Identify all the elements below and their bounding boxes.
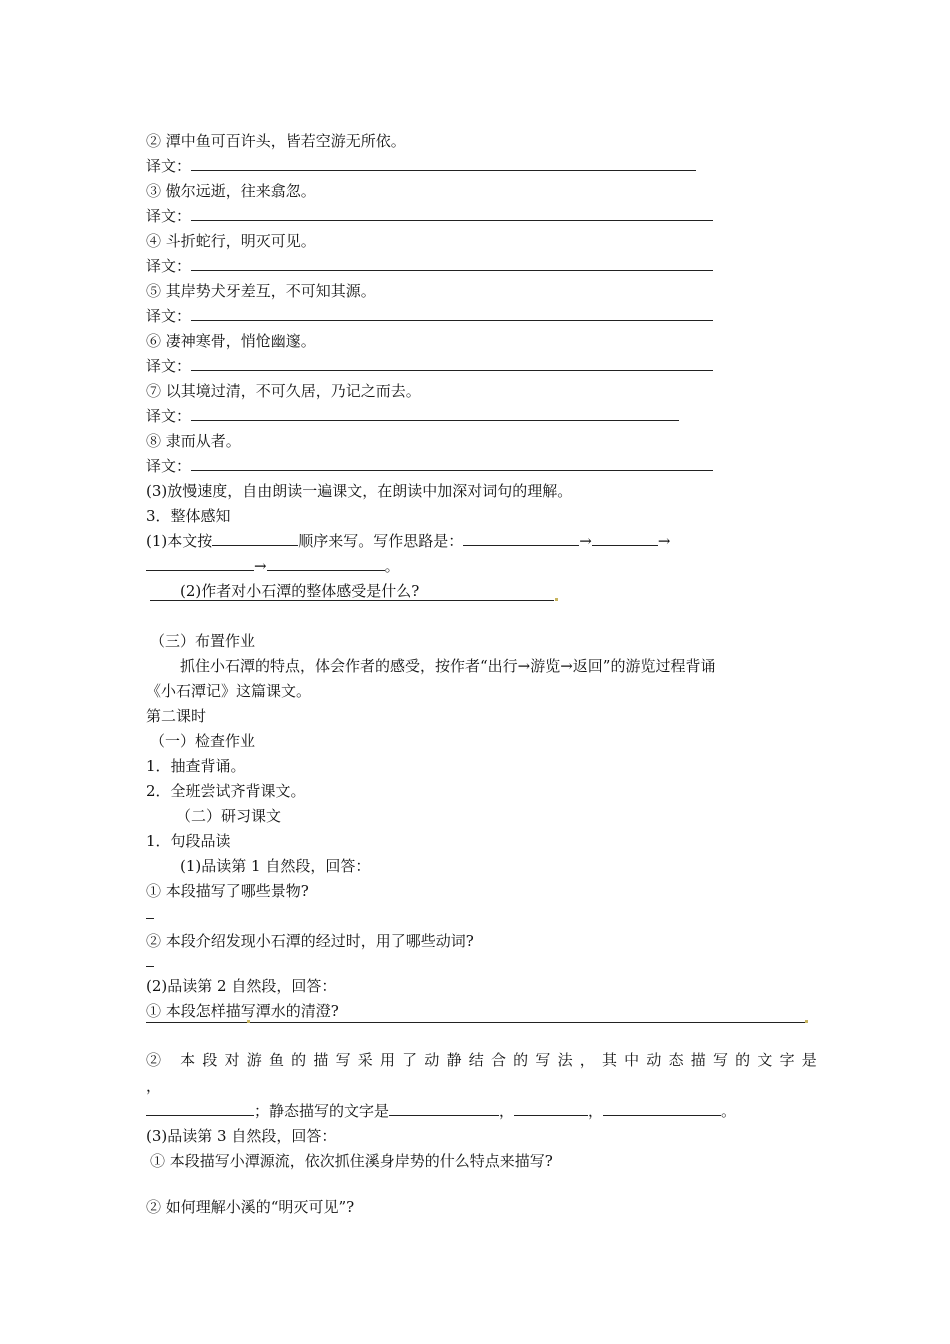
translation-label: 译文： [146,357,192,375]
translation-row-7 [146,406,679,426]
para3-question-2: ② 如何理解小溪的“明灭可见”? [146,1198,355,1216]
translation-blank-4[interactable] [191,256,713,271]
para3-question-1: ① 本段描写小潭源流，依次抓住溪身岸势的什么特点来描写? [150,1152,553,1170]
period: 。 [721,1102,737,1120]
sentence-3: ③ 傲尔远逝，往来翕忽。 [146,182,316,200]
order-blank[interactable] [212,531,298,546]
translation-label: 译文： [146,407,192,425]
para2-question-2: ② 本段对游鱼的描写采用了动静结合的写法，其中动态描写的文字是 [146,1051,824,1069]
static-blank-2[interactable] [514,1101,588,1116]
idea-blank-3[interactable] [146,556,254,571]
check-item-2: 2．全班尝试齐背课文。 [146,782,306,800]
comma: ， [588,1102,604,1120]
translation-label: 译文： [146,457,192,475]
overall-q2: (2)作者对小石潭的整体感受是什么? [180,582,420,600]
translation-row-3 [146,206,713,226]
period: 。 [384,557,400,575]
translation-blank-6[interactable] [191,356,713,371]
static-label: ；静态描写的文字是 [254,1102,390,1120]
dynamic-text-blank[interactable] [146,1101,254,1116]
translation-blank-3[interactable] [191,206,713,221]
para2-question-1: ① 本段怎样描写潭水的清澄? [146,1002,339,1020]
study-heading: （二）研习课文 [176,807,282,825]
sentence-5: ⑤ 其岸势犬牙差互，不可知其源。 [146,282,376,300]
translation-blank-5[interactable] [191,306,713,321]
idea-blank-2[interactable] [592,531,658,546]
sentence-8: ⑧ 隶而从者。 [146,432,241,450]
para3-prompt: (3)品读第 3 自然段，回答： [146,1127,337,1145]
translation-row-4 [146,256,713,276]
q1-prefix: (1)本文按 [146,532,213,550]
marker-dot [555,598,558,601]
translation-blank-7[interactable] [191,406,679,421]
comma: ， [499,1102,515,1120]
arrow: → [579,532,592,550]
q1-mid: 顺序来写。写作思路是： [298,532,464,550]
para1-q1-answer-mark[interactable] [146,918,154,919]
translation-row-8 [146,456,713,476]
sentence-6: ⑥ 凄神寒骨，悄怆幽邃。 [146,332,316,350]
para1-q2-answer-mark[interactable] [146,966,154,967]
para2-prompt: (2)品读第 2 自然段，回答： [146,977,337,995]
idea-blank-1[interactable] [463,531,579,546]
sentence-2: ② 潭中鱼可百许头，皆若空游无所依。 [146,132,406,150]
translation-row-5 [146,306,713,326]
translation-label: 译文： [146,157,192,175]
overall-q1 [146,531,670,551]
homework-text-2: 《小石潭记》这篇课文。 [146,682,312,700]
translation-blank-8[interactable] [191,456,713,471]
translation-row-2 [146,156,696,176]
para1-question-1: ① 本段描写了哪些景物? [146,882,309,900]
overall-q1-cont [146,556,400,576]
translation-label: 译文： [146,257,192,275]
overall-heading: 3．整体感知 [146,507,231,525]
translation-label: 译文： [146,307,192,325]
idea-blank-4[interactable] [267,556,385,571]
homework-text-1: 抓住小石潭的特点，体会作者的感受，按作者“出行→游览→返回”的游览过程背诵 [180,657,716,675]
translation-row-6 [146,356,713,376]
overall-q2-answer-line[interactable] [150,600,554,601]
marker-dot [805,1020,808,1023]
arrow: → [657,532,671,550]
sentence-4: ④ 斗折蛇行，明灭可见。 [146,232,316,250]
para2-q1-answer-line[interactable] [146,1022,805,1023]
para2-q2-blanks [146,1101,736,1121]
arrow: → [254,557,267,575]
sentence-7: ⑦ 以其境过清，不可久居，乃记之而去。 [146,382,421,400]
static-blank-1[interactable] [389,1101,499,1116]
para2-q2-comma: ， [146,1077,162,1095]
para1-question-2: ② 本段介绍发现小石潭的经过时，用了哪些动词? [146,932,474,950]
lesson2-title: 第二课时 [146,707,207,725]
homework-heading: （三）布置作业 [150,632,256,650]
marker-dot [247,1020,250,1023]
translation-blank-2[interactable] [191,156,696,171]
read-slow-instruction: (3)放慢速度，自由朗读一遍课文，在朗读中加深对词句的理解。 [146,482,573,500]
check-heading: （一）检查作业 [150,732,256,750]
para1-prompt: (1)品读第 1 自然段，回答： [180,857,371,875]
check-item-1: 1．抽查背诵。 [146,757,246,775]
para-reading-heading: 1．句段品读 [146,832,231,850]
translation-label: 译文： [146,207,192,225]
static-blank-3[interactable] [603,1101,721,1116]
